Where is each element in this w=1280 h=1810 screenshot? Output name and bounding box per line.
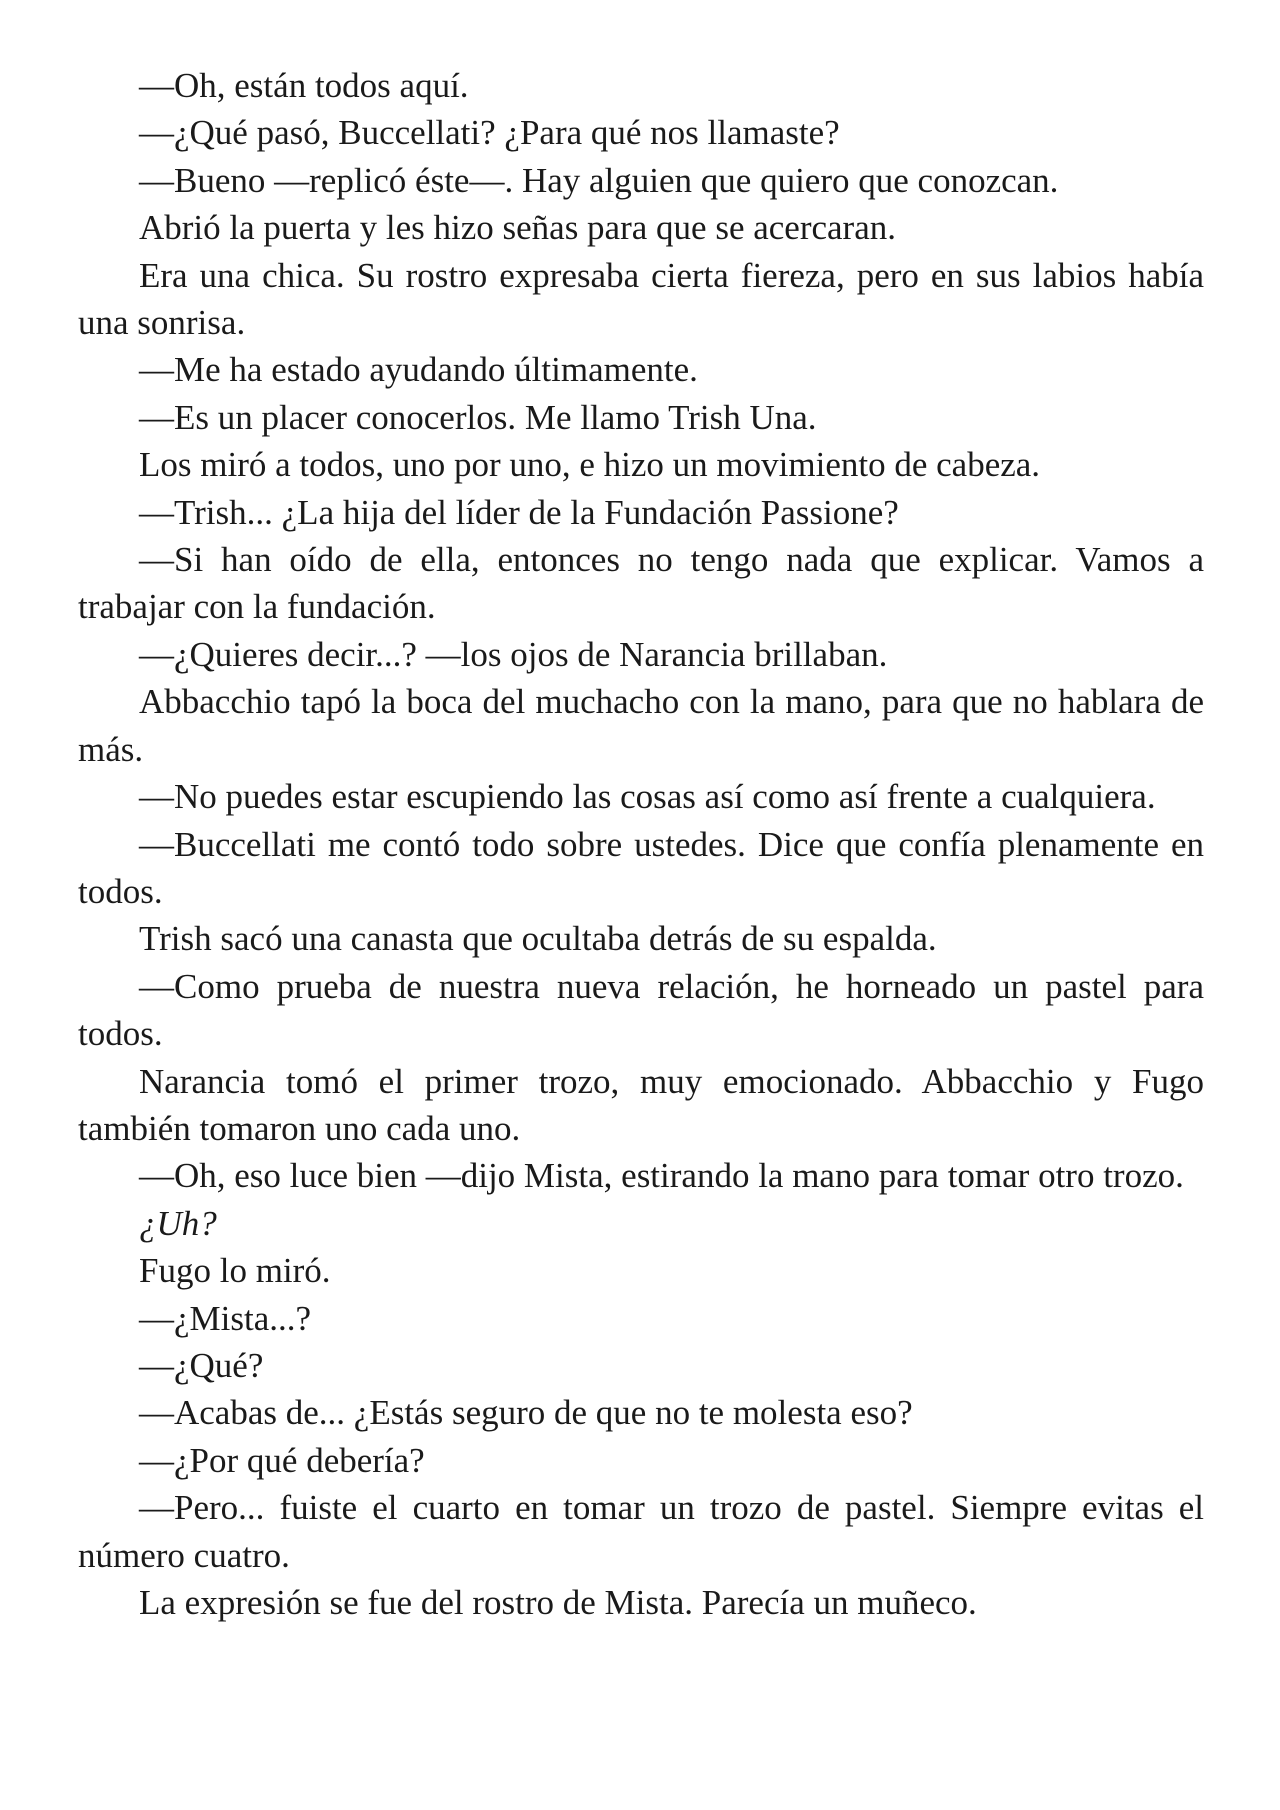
paragraph: La expresión se fue del rostro de Mista. Parecía un muñeco.: [139, 1583, 977, 1622]
paragraph: Fugo lo miró.: [139, 1251, 331, 1291]
paragraph: Era una chica. Su rostro expresaba cierta fiereza, pero en sus labios había una sonrisa.: [78, 255, 1204, 343]
paragraph: —¿Por qué debería?: [139, 1440, 425, 1480]
paragraph: —¿Qué pasó, Buccellati? ¿Para qué nos llamaste?: [139, 113, 840, 153]
paragraph: —Trish... ¿La hija del líder de la Fundación Passione?: [139, 492, 899, 532]
paragraph: —Como prueba de nuestra nueva relación, he horneado un pastel para todos.: [78, 966, 1204, 1054]
paragraph: —No puedes estar escupiendo las cosas así como así frente a cualquiera.: [139, 777, 1156, 817]
paragraph: Abrió la puerta y les hizo señas para que se acercaran.: [139, 208, 896, 248]
paragraph: —¿Quieres decir...? —los ojos de Narancia brillaban.: [139, 634, 888, 674]
paragraph: Los miró a todos, uno por uno, e hizo un movimiento de cabeza.: [139, 445, 1041, 485]
paragraph: —Buccellati me contó todo sobre ustedes. Dice que confía plenamente en todos.: [78, 824, 1204, 911]
paragraph: —¿Mista...?: [139, 1298, 312, 1338]
body-text: [78, 62, 1204, 1626]
paragraph: —Oh, están todos aquí.: [139, 66, 469, 105]
paragraph: ¿Uh?: [139, 1203, 217, 1243]
paragraph: Narancia tomó el primer trozo, muy emocionado. Abbacchio y Fugo también tomaron uno cada uno.: [78, 1061, 1204, 1148]
paragraph: —¿Qué?: [139, 1345, 264, 1385]
paragraph: Abbacchio tapó la boca del muchacho con la mano, para que no hablara de más.: [78, 682, 1204, 769]
paragraph: Trish sacó una canasta que ocultaba detrás de su espalda.: [139, 919, 937, 959]
paragraph: —Oh, eso luce bien —dijo Mista, estirando la mano para tomar otro trozo.: [139, 1156, 1184, 1196]
paragraph: —Acabas de... ¿Estás seguro de que no te molesta eso?: [139, 1393, 913, 1433]
paragraph: —Si han oído de ella, entonces no tengo nada que explicar. Vamos a trabajar con la fundación.: [78, 540, 1204, 627]
paragraph: —Me ha estado ayudando últimamente.: [139, 350, 698, 390]
paragraph: —Pero... fuiste el cuarto en tomar un trozo de pastel. Siempre evitas el número cuatro.: [78, 1488, 1204, 1575]
paragraph: —Bueno —replicó éste—. Hay alguien que quiero que conozcan.: [139, 160, 1059, 200]
paragraph: —Es un placer conocerlos. Me llamo Trish Una.: [139, 397, 817, 437]
